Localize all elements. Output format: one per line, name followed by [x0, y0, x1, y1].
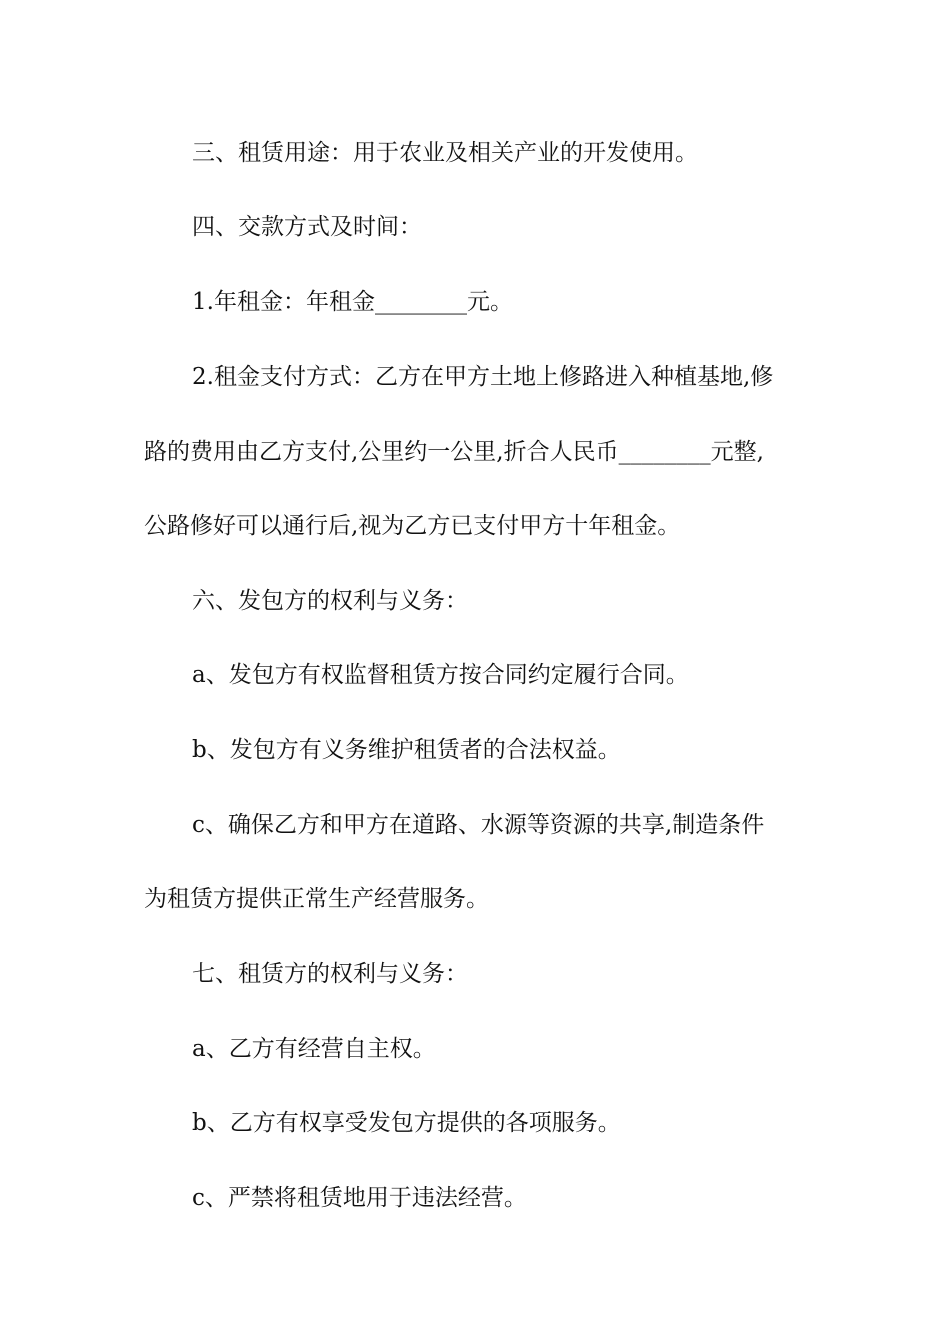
- clause-annual-rent: 1.年租金：年租金________元。: [192, 289, 513, 315]
- clause-payment-method-line-3: 公路修好可以通行后,视为乙方已支付甲方十年租金。: [144, 513, 681, 539]
- section-6-item-a: a、发包方有权监督租赁方按合同约定履行合同。: [192, 662, 689, 688]
- clause-payment-method-line-1: 2.租金支付方式：乙方在甲方土地上修路进入种植基地,修: [192, 364, 774, 390]
- section-7-heading: 七、租赁方的权利与义务：: [192, 961, 468, 987]
- section-7-item-b: b、乙方有权享受发包方提供的各项服务。: [192, 1110, 621, 1136]
- clause-payment-method-line-2: 路的费用由乙方支付,公里约一公里,折合人民币________元整,: [144, 439, 764, 465]
- section-4-heading: 四、交款方式及时间：: [192, 214, 422, 240]
- section-6-item-c-line-2: 为租赁方提供正常生产经营服务。: [144, 886, 489, 912]
- section-7-item-c: c、严禁将租赁地用于违法经营。: [192, 1185, 527, 1211]
- section-6-item-c-line-1: c、确保乙方和甲方在道路、水源等资源的共享,制造条件: [192, 812, 765, 838]
- section-3-usage: 三、租赁用途：用于农业及相关产业的开发使用。: [192, 140, 698, 166]
- section-6-item-b: b、发包方有义务维护租赁者的合法权益。: [192, 737, 621, 763]
- section-6-heading: 六、发包方的权利与义务：: [192, 588, 468, 614]
- section-7-item-a: a、乙方有经营自主权。: [192, 1036, 436, 1062]
